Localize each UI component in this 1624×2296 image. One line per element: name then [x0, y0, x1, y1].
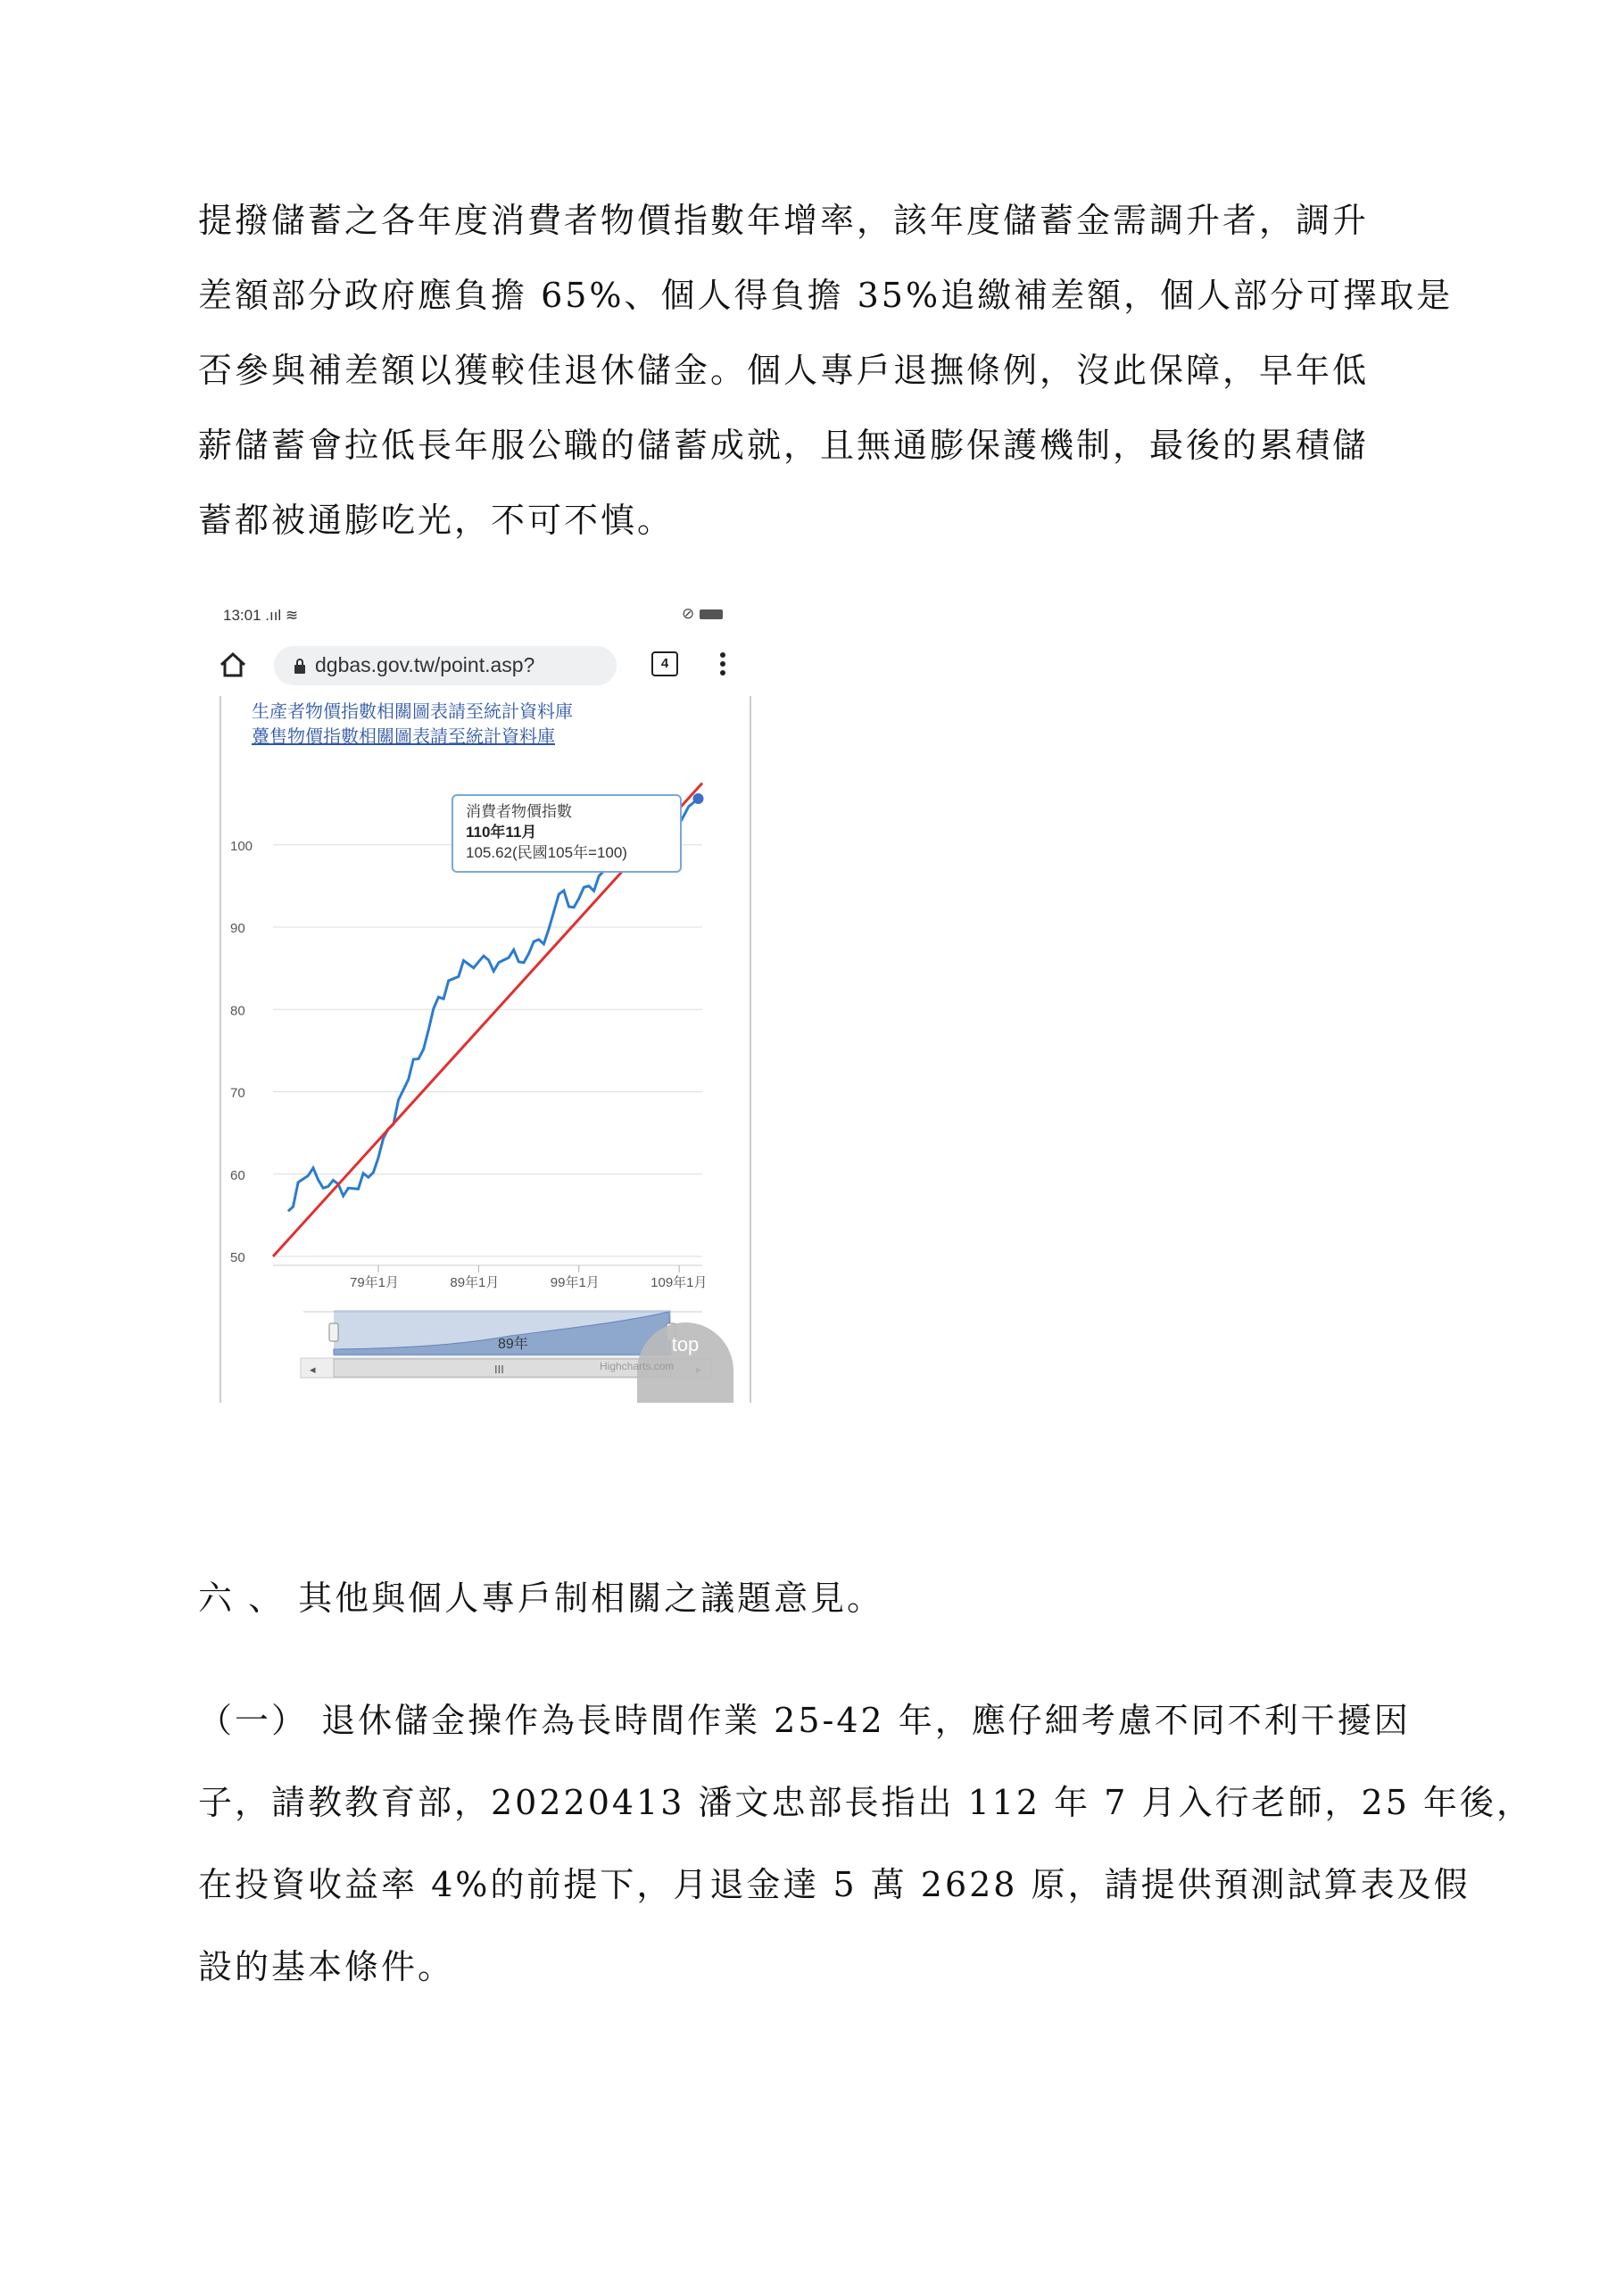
tab-count-button[interactable]: 4 [651, 651, 678, 676]
tooltip-date: 110年11月 [466, 824, 537, 841]
y-tick-label: 100 [230, 838, 253, 854]
wpi-database-link[interactable]: 躉售物價指數相關圖表請至統計資料庫 [252, 727, 555, 747]
tooltip [452, 795, 681, 872]
navigator-label: 89年 [498, 1337, 528, 1352]
text-line: 提撥儲蓄之各年度消費者物價指數年增率，該年度儲蓄金需調升者，調升 [198, 201, 1370, 240]
text-line: （一） 退休儲金操作為長時間作業 25-42 年，應仔細考慮不同不利干擾因 [198, 1701, 1411, 1740]
text-line: 蓄都被通膨吃光，不可不慎。 [198, 501, 675, 540]
tooltip-value: 105.62(民國105年=100) [466, 844, 627, 861]
back-to-top-button[interactable]: top [637, 1322, 733, 1403]
ppi-database-link[interactable]: 生產者物價指數相關圖表請至統計資料庫 [252, 702, 573, 722]
text-line: 差額部分政府應負擔 65%、個人得負擔 35%追繳補差額，個人部分可擇取是 [198, 276, 1454, 315]
x-tick-label: 89年1月 [450, 1275, 500, 1290]
x-axis [273, 1265, 708, 1290]
y-tick-label: 70 [230, 1085, 245, 1101]
latest-data-point[interactable] [693, 793, 704, 804]
grid-lines [273, 845, 702, 1256]
y-tick-label: 50 [230, 1250, 245, 1265]
text-line: 否參與補差額以獲較佳退休儲金。個人專戶退撫條例，沒此保障，早年低 [198, 351, 1370, 390]
scroll-left-arrow[interactable]: ◂ [310, 1363, 316, 1376]
url-text: dgbas.gov.tw/point.asp? [315, 653, 535, 676]
cpi-chart [198, 596, 769, 1403]
mute-icon: ⊘ [682, 605, 695, 622]
status-bar-time: 13:01 .ııl ≋ [223, 607, 299, 624]
y-tick-label: 80 [230, 1003, 245, 1019]
text-line: 在投資收益率 4%的前提下，月退金達 5 萬 2628 原，請提供預測試算表及假 [198, 1865, 1471, 1904]
x-tick-label: 79年1月 [350, 1275, 400, 1290]
text-line: 薪儲蓄會拉低長年服公職的儲蓄成就，且無通膨保護機制，最後的累積儲 [198, 426, 1370, 465]
x-tick-label: 99年1月 [550, 1275, 600, 1290]
tooltip-title: 消費者物價指數 [466, 803, 572, 820]
text-line: 設的基本條件。 [198, 1947, 455, 1986]
body-paragraph [198, 183, 1454, 558]
embedded-phone-screenshot [198, 596, 769, 1403]
y-tick-label: 90 [230, 921, 245, 937]
y-axis [230, 839, 253, 1265]
y-tick-label: 60 [230, 1167, 245, 1183]
body-paragraph [198, 1679, 1533, 2008]
scrollbar-grip: III [494, 1363, 504, 1376]
highcharts-credit: Highcharts.com [600, 1360, 675, 1372]
x-tick-label: 109年1月 [650, 1275, 708, 1290]
text-line: 子，請教教育部，20220413 潘文忠部長指出 112 年 7 月入行老師，25 年後， [198, 1783, 1533, 1822]
section-heading: 六 、 其他與個人專戶制相關之議題意見。 [198, 1579, 884, 1618]
navigator-handle-left[interactable] [329, 1323, 338, 1341]
